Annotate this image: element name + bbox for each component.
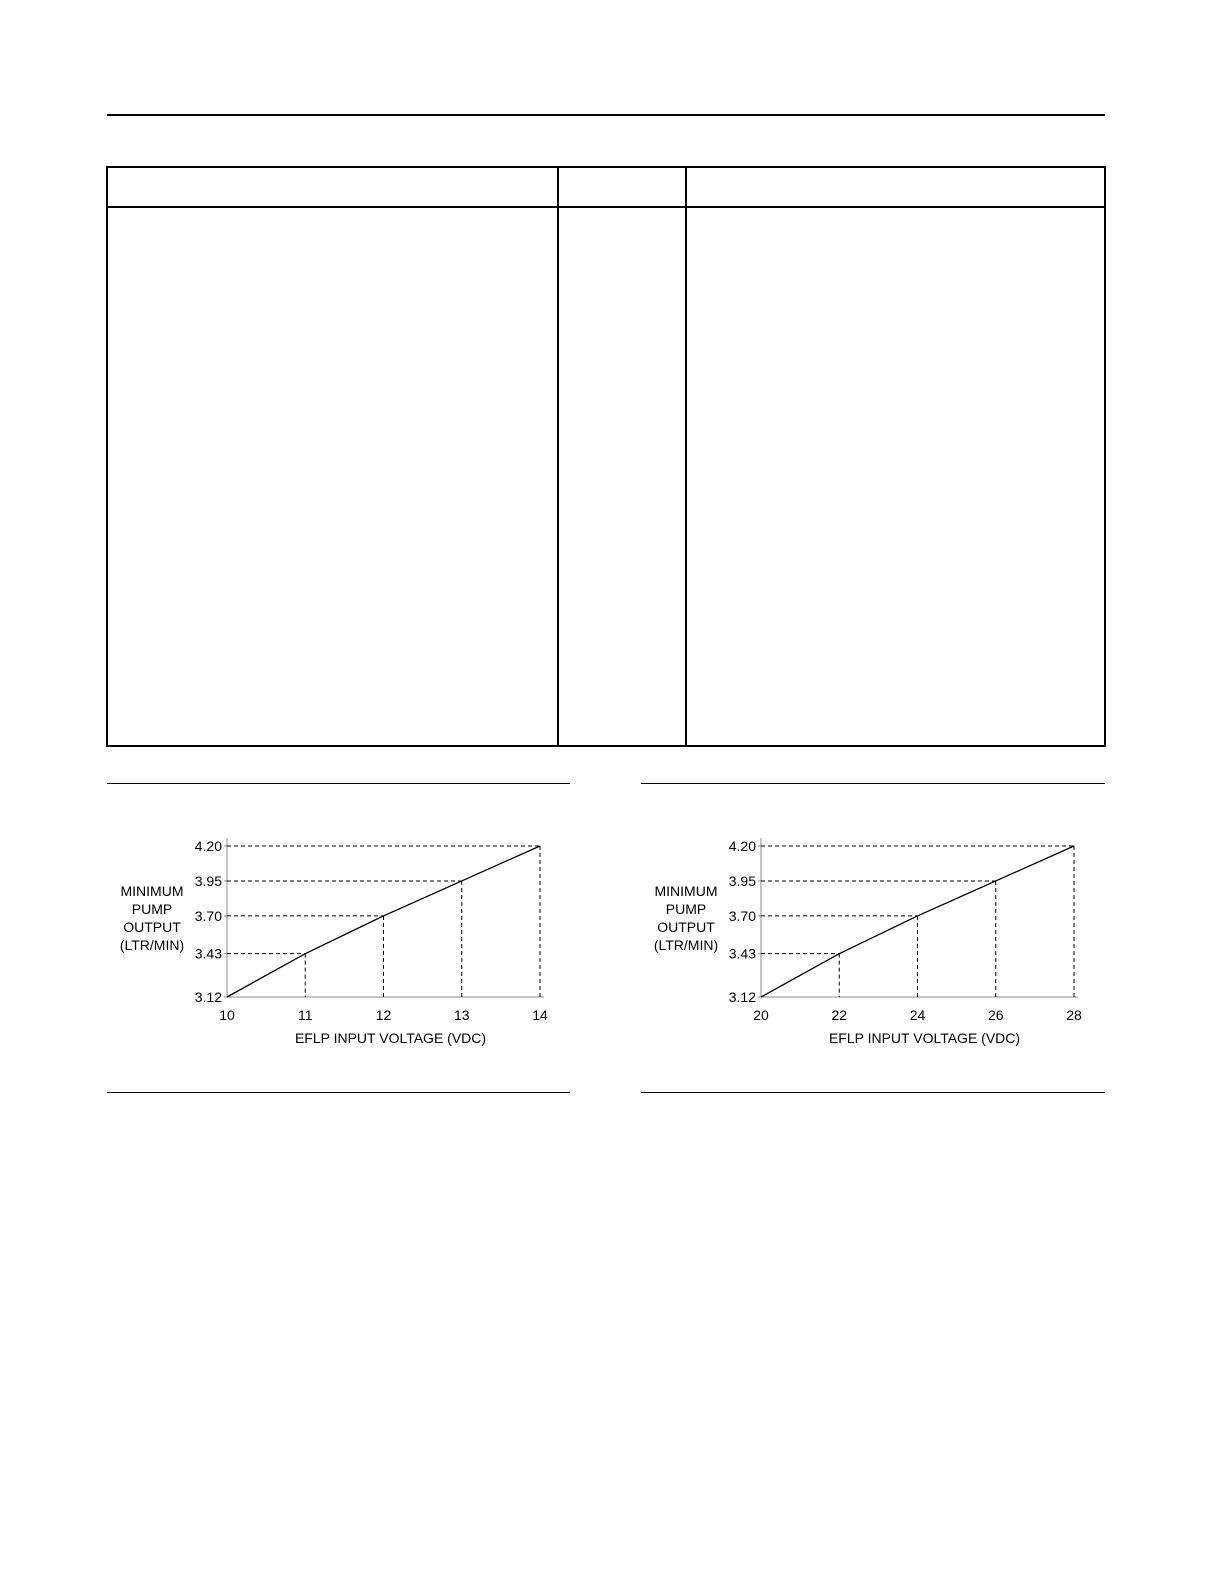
y-tick-label: 3.95 [194,872,222,889]
x-tick-label: 11 [297,1007,313,1023]
y-tick-label: 3.70 [728,907,756,924]
x-tick-label: 14 [532,1007,548,1023]
chart-svg [107,820,567,1070]
figure-rule [641,1092,1105,1093]
x-tick-label: 22 [831,1007,848,1023]
x-axis-label: EFLP INPUT VOLTAGE (VDC) [828,1030,1021,1046]
x-tick-label: 28 [1066,1007,1082,1023]
figure-rule [107,1092,570,1093]
figure-rule [107,783,570,784]
procedure-table [106,166,1106,747]
y-tick-label: 3.12 [194,989,222,1005]
y-tick-label: 4.20 [728,838,756,854]
y-axis-label: MINIMUM [654,883,718,899]
pump-output-chart-12v [107,820,567,1070]
y-axis-label: OUTPUT [657,919,715,935]
chart-svg [641,820,1101,1070]
y-axis-label: OUTPUT [123,919,181,935]
table-column-divider [557,168,559,745]
y-tick-label: 4.20 [194,838,222,854]
y-axis-label: PUMP [665,901,707,917]
y-axis-label: PUMP [131,901,173,917]
x-tick-label: 13 [453,1007,470,1023]
table-column-divider [685,168,687,745]
y-tick-label: 3.43 [194,945,222,962]
y-axis-label: MINIMUM [120,883,184,899]
x-tick-label: 20 [753,1007,769,1023]
y-axis-label: (LTR/MIN) [653,937,719,953]
y-axis-label: (LTR/MIN) [119,937,185,953]
top-rule [107,114,1105,116]
y-tick-label: 3.70 [194,907,222,924]
x-tick-label: 24 [909,1007,926,1023]
x-tick-label: 12 [375,1007,392,1023]
y-tick-label: 3.95 [728,872,756,889]
x-tick-label: 10 [219,1007,235,1023]
y-tick-label: 3.12 [728,989,756,1005]
y-tick-label: 3.43 [728,945,756,962]
x-tick-label: 26 [987,1007,1004,1023]
pump-output-chart-24v [641,820,1101,1070]
x-axis-label: EFLP INPUT VOLTAGE (VDC) [294,1030,487,1046]
figure-rule [641,783,1105,784]
table-header-row [108,168,1104,208]
